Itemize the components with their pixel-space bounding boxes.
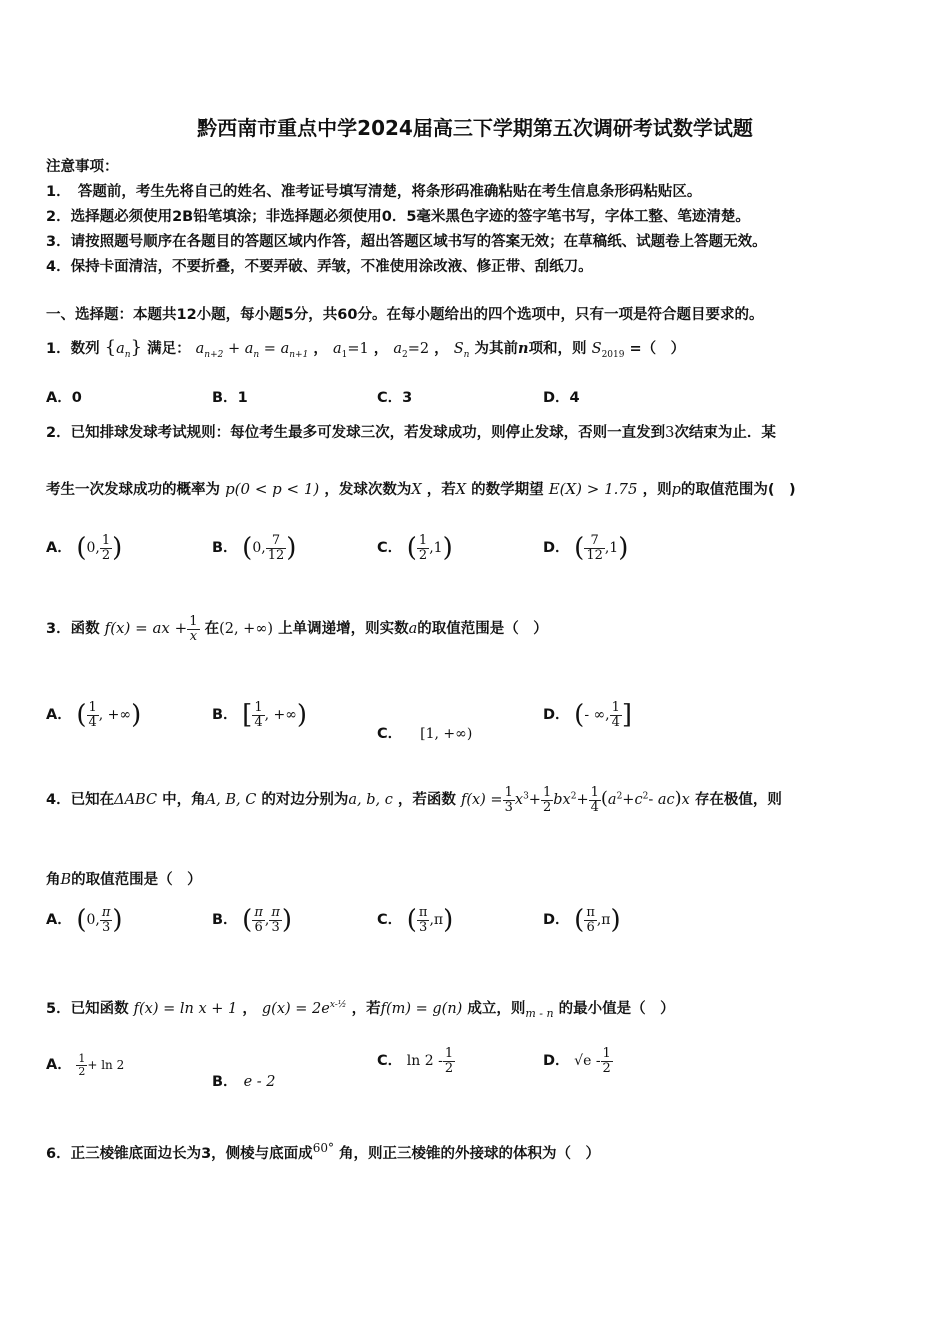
question-4-line-1: 4．已知在ΔABC 中，角A, B, C 的对边分别为a, b, c ，若函数 f(x) = $\frac{1}{3}$ $x^3+$ $\frac{1}{2}$ $bx^2+$ $\frac{1}{4}$ ($a^2+c^2-$ ac)x 存在极值，则	[46, 785, 782, 815]
q5-option-a[interactable]: A． $\frac{1}{2}$ + ln 2	[46, 1052, 125, 1078]
question-5: 5．已知函数 f(x) = ln x + 1 ， $g(x) = 2e^{x-\frac{1}{2}}$ ，若f(m) = g(n) 成立，则$_{m - n}$ 的最小值是（ ）	[46, 1000, 675, 1020]
note-item: 2．选择题必须使用2B铅笔填涂；非选择题必须使用0．5毫米黑色字迹的签字笔书写，字体工整、笔迹清楚。	[46, 209, 750, 225]
question-2-line-1: 2．已知排球发球考试规则：每位考生最多可发球三次，若发球成功，则停止发球，否则一直发到3次结束为止．某	[46, 425, 776, 441]
q3-option-c[interactable]: C． [1, +∞)	[377, 726, 473, 742]
q3-option-d[interactable]: D． (- ∞, $\frac{1}{4}$ ]	[543, 699, 633, 730]
q1-option-a[interactable]: A．0	[46, 390, 82, 406]
q1-option-d[interactable]: D．4	[543, 390, 580, 406]
q3-option-b[interactable]: B． [ $\frac{1}{4}$ , +∞)	[212, 699, 308, 730]
q5-option-b[interactable]: B． e - 2	[212, 1074, 276, 1090]
question-2-line-2: 考生一次发球成功的概率为 p(0 < p < 1) ，发球次数为X ，若X 的数学期望 E(X) > 1.75 ，则p的取值范围为( )	[46, 480, 796, 498]
q1-option-b[interactable]: B．1	[212, 390, 248, 406]
q1-option-c[interactable]: C．3	[377, 390, 413, 406]
q2-option-d[interactable]: D． ( $\frac{7}{12}$ ,1)	[543, 532, 629, 563]
q4-option-a[interactable]: A． (0, $\frac{\pi}{3}$ )	[46, 904, 123, 935]
q5-option-d[interactable]: D． √e - $\frac{1}{2}$	[543, 1046, 611, 1076]
q2-option-c[interactable]: C． ( $\frac{1}{2}$ ,1)	[377, 532, 453, 563]
q2-option-a[interactable]: A． (0, $\frac{1}{2}$ )	[46, 532, 123, 563]
q4-option-b[interactable]: B． ( $\frac{\pi}{6}$ , $\frac{\pi}{3}$ )	[212, 904, 293, 935]
q5-option-c[interactable]: C． ln 2 - $\frac{1}{2}$	[377, 1046, 454, 1076]
question-1: 1．数列 $\{a_n\}$ 满足： $a_{n+2} + a_n = a_{n+1}$ ， $a_1=1$ ， $a_2=2$ ， $S_n$ 为其前n项和，则 $S_{2019}$ =（ ）	[46, 337, 686, 360]
question-6: 6．正三棱锥底面边长为3，侧棱与底面成$^{60^\circ}$ 角，则正三棱锥的外接球的体积为（ ）	[46, 1141, 601, 1162]
note-item: 1． 答题前，考生先将自己的姓名、准考证号填写清楚，将条形码准确粘贴在考生信息条形码粘贴区。	[46, 184, 702, 200]
q4-option-d[interactable]: D． ( $\frac{\pi}{6}$ ,π)	[543, 904, 621, 935]
note-item: 4．保持卡面清洁，不要折叠，不要弄破、弄皱，不准使用涂改液、修正带、刮纸刀。	[46, 259, 593, 275]
q4-option-c[interactable]: C． ( $\frac{\pi}{3}$ ,π)	[377, 904, 454, 935]
question-4-line-2: 角B的取值范围是（ ）	[46, 872, 202, 888]
q3-option-a[interactable]: A． ( $\frac{1}{4}$ , +∞)	[46, 699, 142, 730]
q2-option-b[interactable]: B． (0, $\frac{7}{12}$ )	[212, 532, 297, 563]
note-item: 3．请按照题号顺序在各题目的答题区域内作答，超出答题区域书写的答案无效；在草稿纸、试题卷上答题无效。	[46, 234, 767, 250]
question-3: 3．函数 f(x) = ax + $\frac{1}{x}$ 在(2, +∞) 上单调递增，则实数a的取值范围是（ ）	[46, 614, 548, 644]
notes-heading: 注意事项：	[46, 159, 119, 175]
section-heading: 一、选择题：本题共12小题，每小题5分，共60分。在每小题给出的四个选项中，只有一项是符合题目要求的。	[46, 307, 764, 323]
page-title: 黔西南市重点中学2024届高三下学期第五次调研考试数学试题	[197, 116, 753, 140]
